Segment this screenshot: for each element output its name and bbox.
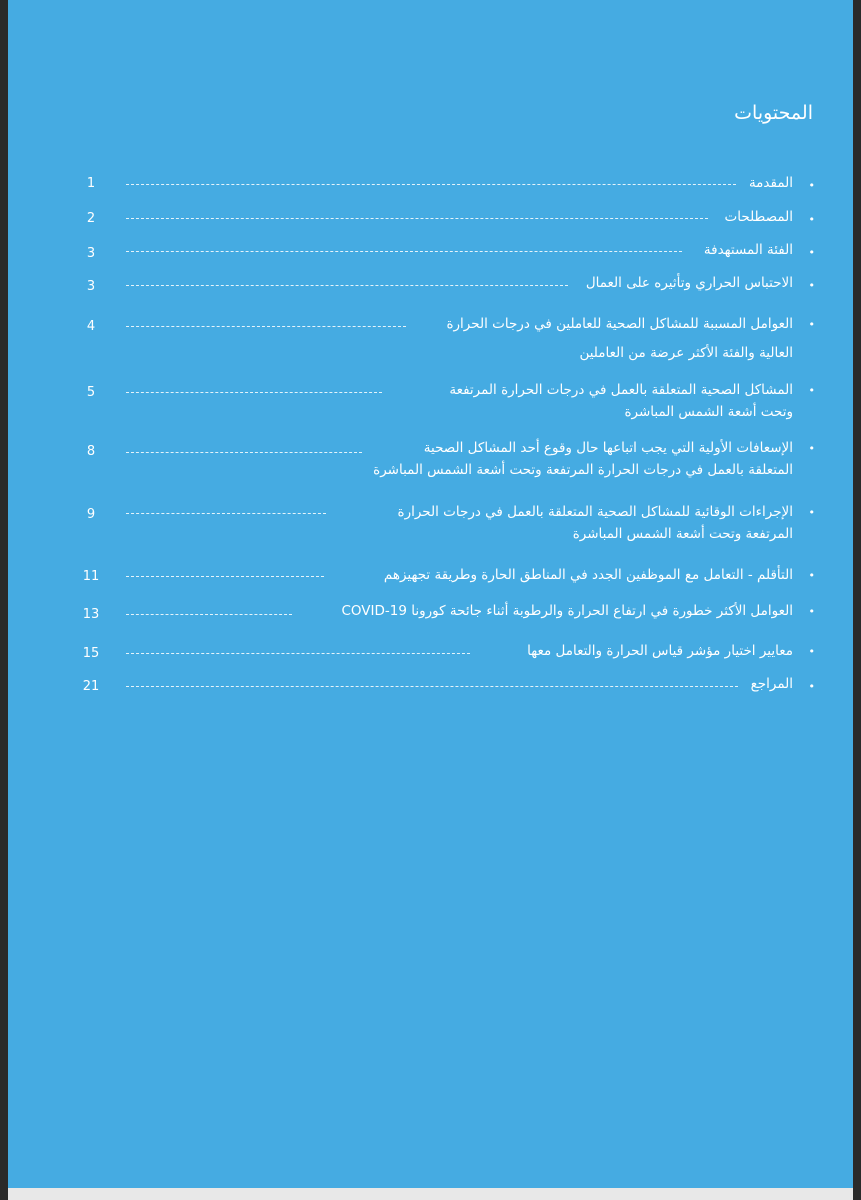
toc-entry-line: المراجع [750,676,793,692]
toc-entry-line: التأقلم - التعامل مع الموظفين الجدد في المناطق الحارة وطريقة تجهيزهم [383,567,793,583]
toc-entry-line: الإسعافات الأولية التي يجب اتباعها حال وقوع أحد المشاكل الصحية [423,440,793,456]
toc-title: المحتويات [734,102,813,124]
dot-leader [126,513,326,514]
dot-leader [126,614,292,615]
toc-entry-line: معايير اختيار مؤشر قياس الحرارة والتعامل معها [527,643,793,659]
toc-entry-line: العوامل الأكثر خطورة في ارتفاع الحرارة والرطوبة أثناء جائحة كورونا COVID-19 [341,603,793,619]
page-number: 8 [86,444,96,459]
page-number: 1 [86,176,96,191]
toc-entry-line: العوامل المسببة للمشاكل الصحية للعاملين في درجات الحرارة [446,316,793,332]
page-number: 3 [86,279,96,294]
toc-list [8,0,853,1188]
dot-leader [126,392,382,393]
dot-leader [126,686,738,687]
bullet-icon: • [808,246,815,259]
page-number: 13 [82,607,100,622]
bullet-icon: • [808,680,815,693]
page-bottom-edge [8,1188,853,1200]
page-number: 11 [82,569,100,584]
toc-entry-line: المقدمة [748,175,793,191]
toc-entry-line: المتعلقة بالعمل في درجات الحرارة المرتفعة وتحت أشعة الشمس المباشرة [373,462,793,478]
bullet-icon: • [808,213,815,226]
bullet-icon: • [808,384,815,397]
toc-entry-line: وتحت أشعة الشمس المباشرة [624,404,793,420]
toc-entry-line: الفئة المستهدفة [703,242,793,258]
page-number: 2 [86,211,96,226]
dot-leader [126,285,568,286]
page-number: 21 [82,679,100,694]
bullet-icon: • [808,569,815,582]
page-number: 15 [82,646,100,661]
dot-leader [126,251,682,252]
page-number: 3 [86,246,96,261]
toc-entry-line: الاحتباس الحراري وتأثيره على العمال [585,275,793,291]
toc-entry-line: المشاكل الصحية المتعلقة بالعمل في درجات الحرارة المرتفعة [449,382,793,398]
toc-entry-line: المرتفعة وتحت أشعة الشمس المباشرة [572,526,793,542]
toc-entry-line: الإجراءات الوقائية للمشاكل الصحية المتعلقة بالعمل في درجات الحرارة [397,504,793,520]
bullet-icon: • [808,506,815,519]
bullet-icon: • [808,605,815,618]
bullet-icon: • [808,318,815,331]
dot-leader [126,184,736,185]
page-number: 9 [86,507,96,522]
bullet-icon: • [808,645,815,658]
bullet-icon: • [808,442,815,455]
dot-leader [126,326,406,327]
toc-entry-line: العالية والفئة الأكثر عرضة من العاملين [579,345,793,361]
dot-leader [126,576,324,577]
page-number: 4 [86,319,96,334]
bullet-icon: • [808,179,815,192]
dot-leader [126,653,470,654]
toc-entry-line: المصطلحات [724,209,793,225]
bullet-icon: • [808,279,815,292]
page-number: 5 [86,385,96,400]
dot-leader [126,452,362,453]
document-page [8,0,853,1188]
dot-leader [126,218,708,219]
